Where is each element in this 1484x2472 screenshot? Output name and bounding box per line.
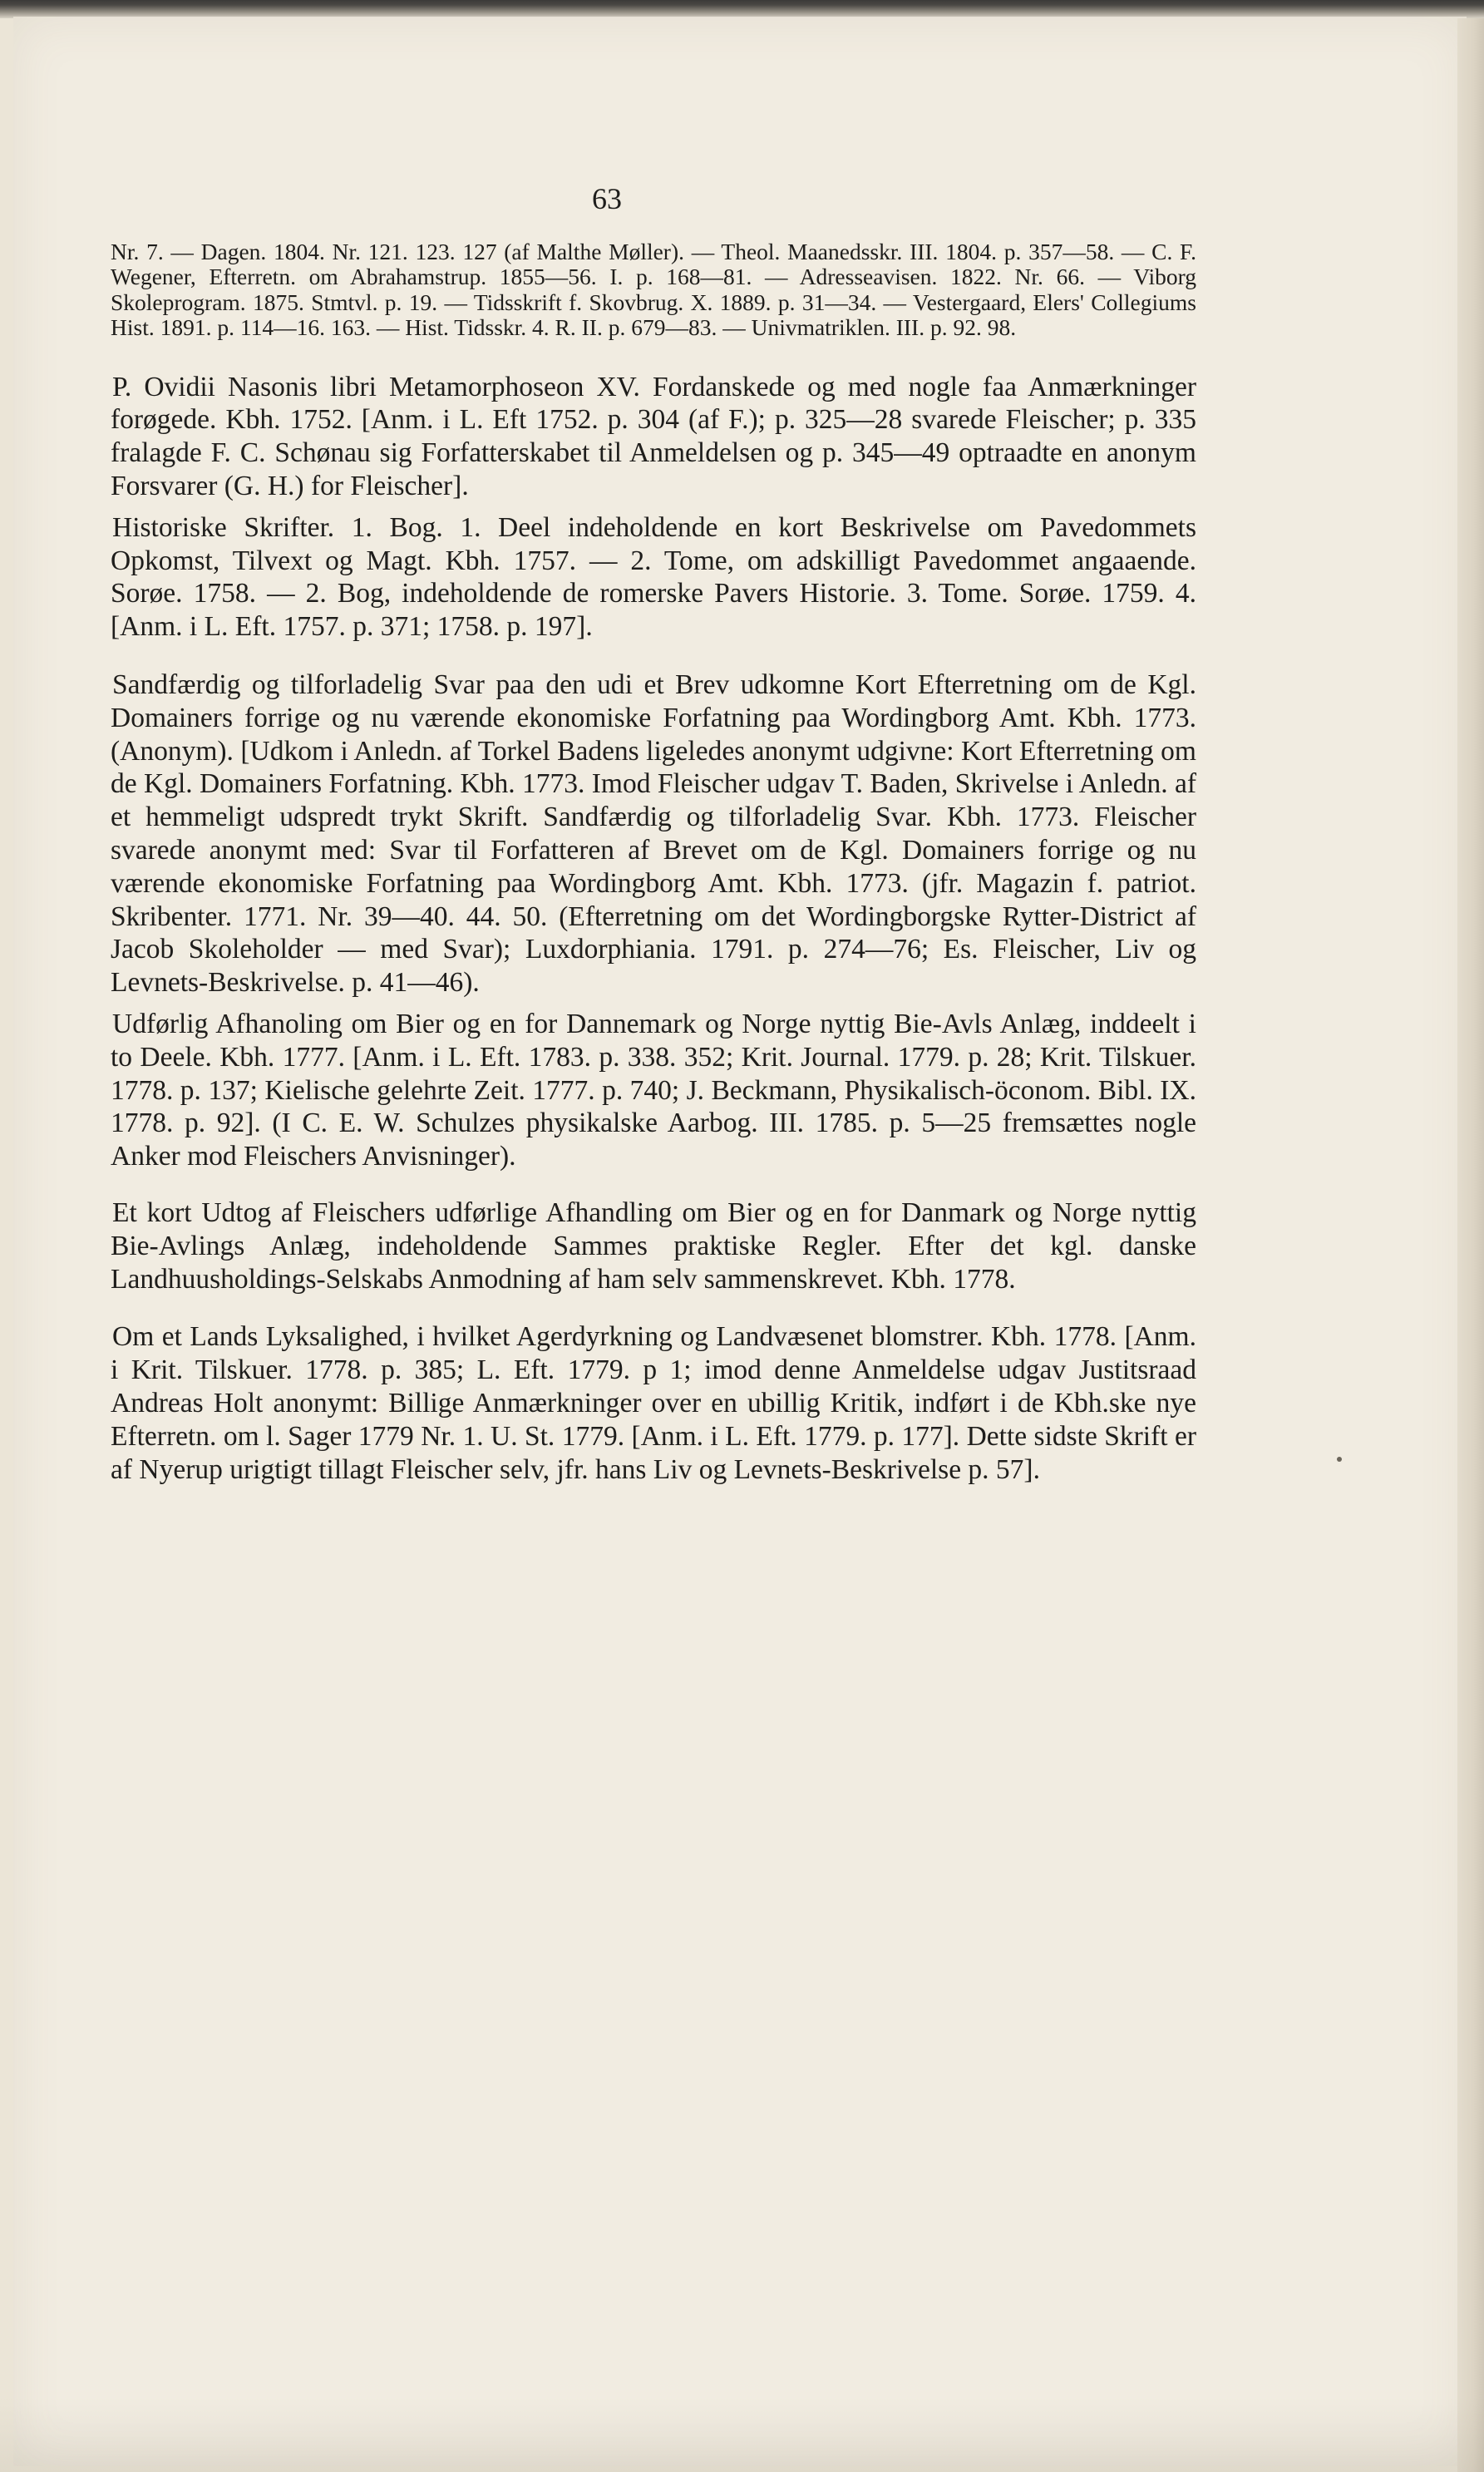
entry-historiske-skrifter: Historiske Skrifter. 1. Bog. 1. Deel indeholdende en kort Beskrivelse om Pavedommets Opkomst, Tilvext og Magt. Kbh. 1757. — 2. Tome, om adskilligt Pavedommet angaaende. Sorøe. 1758. — 2. Bog, indeholdende de romerske Pavers Historie. 3. Tome. Sorøe. 1759. 4. [Anm. i L. Eft. 1757. p. 371; 1758. p. 197]. <box>111 511 1196 643</box>
paper-speck <box>1337 1457 1342 1462</box>
bibliography-body <box>111 239 1196 1486</box>
scan-bottom-shade <box>0 2397 1484 2472</box>
entry-ovidii-metamorphoseon: P. Ovidii Nasonis libri Metamorphoseon XV. Fordanskede og med nogle faa Anmærkninger forøgede. Kbh. 1752. [Anm. i L. Eft 1752. p. 304 (af F.); p. 325—28 svarede Fleischer; p. 335 fralagde F. C. Schønau sig Forfatterskabet til Anmeldelsen og p. 345—49 optraadte en anonym Forsvarer (G. H.) for Fleischer]. <box>111 371 1196 502</box>
entry-udforlig-afhandling: Udførlig Afhanoling om Bier og en for Dannemark og Norge nyttig Bie-Avls Anlæg, inddeelt i to Deele. Kbh. 1777. [Anm. i L. Eft. 1783. p. 338. 352; Krit. Journal. 1779. p. 28; Krit. Tilskuer. 1778. p. 137; Kielische gelehrte Zeit. 1777. p. 740; J. Beckmann, Physikalisch-öconom. Bibl. IX. 1778. p. 92]. (I C. E. W. Schulzes physikalske Aarbog. III. 1785. p. 5—25 fremsættes nogle Anker mod Fleischers Anvisninger). <box>111 1008 1196 1172</box>
paragraph-continuation: Nr. 7. — Dagen. 1804. Nr. 121. 123. 127 (af Malthe Møller). — Theol. Maanedsskr. III. 1804. p. 357—58. — C. F. Wegener, Efterretn. om Abrahamstrup. 1855—56. I. p. 168—81. — Adresseavisen. 1822. Nr. 66. — Viborg Skoleprogram. 1875. Stmtvl. p. 19. — Tidsskrift f. Skovbrug. X. 1889. p. 31—34. — Vestergaard, Elers' Collegiums Hist. 1891. p. 114—16. 163. — Hist. Tidsskr. 4. R. II. p. 679—83. — Univmatriklen. III. p. 92. 98. <box>111 239 1196 341</box>
page-number: 63 <box>592 182 622 215</box>
scan-right-margin <box>1457 18 1484 2472</box>
entry-sandfaerdig-svar: Sandfærdig og tilforladelig Svar paa den udi et Brev udkomne Kort Efterretning om de Kgl. Domainers forrige og nu værende ekonomiske Forfatning paa Wordingborg Amt. Kbh. 1773. (Anonym). [Udkom i Anledn. af Torkel Badens ligeledes anonymt udgivne: Kort Efterretning om de Kgl. Domainers Forfatning. Kbh. 1773. Imod Fleischer udgav T. Baden, Skrivelse i Anledn. af et hemmeligt udspredt trykt Skrift. Sandfærdig og tilforladelig Svar. Kbh. 1773. Fleischer svarede anonymt med: Svar til Forfatteren af Brevet om de Kgl. Domainers forrige og nu værende ekonomiske Forfatning paa Wordingborg Amt. Kbh. 1773. (jfr. Magazin f. patriot. Skribenter. 1771. Nr. 39—40. 44. 50. (Efterretning om det Wordingborgske Rytter-District af Jacob Skoleholder — med Svar); Luxdorphiania. 1791. p. 274—76; Es. Fleischer, Liv og Levnets-Beskrivelse. p. 41—46). <box>111 669 1196 999</box>
entry-kort-udtog: Et kort Udtog af Fleischers udførlige Afhandling om Bier og en for Danmark og Norge nyttig Bie-Avlings Anlæg, indeholdende Sammes praktiske Regler. Efter det kgl. danske Landhuusholdings-Selskabs Anmodning af ham selv sammenskrevet. Kbh. 1778. <box>111 1197 1196 1295</box>
scan-top-edge <box>0 0 1484 18</box>
entry-lands-lyksalighed: Om et Lands Lyksalighed, i hvilket Agerdyrkning og Landvæsenet blomstrer. Kbh. 1778. [Anm. i Krit. Tilskuer. 1778. p. 385; L. Eft. 1779. p 1; imod denne Anmeldelse udgav Justitsraad Andreas Holt anonymt: Billige Anmærkninger over en ubillig Kritik, indført i de Kbh.ske nye Efterretn. om l. Sager 1779 Nr. 1. U. St. 1779. [Anm. i L. Eft. 1779. p. 177]. Dette sidste Skrift er af Nyerup urigtigt tillagt Fleischer selv, jfr. hans Liv og Levnets-Beskrivelse p. 57]. <box>111 1321 1196 1485</box>
